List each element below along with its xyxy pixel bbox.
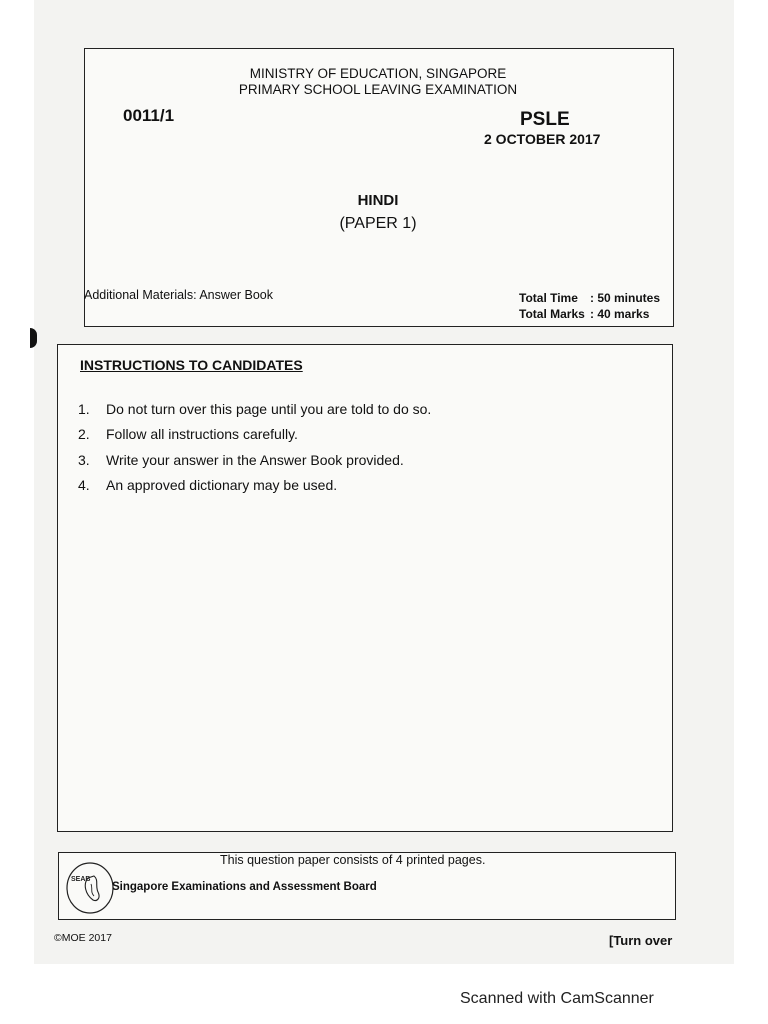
instruction-item xyxy=(78,452,404,468)
instruction-item xyxy=(78,401,431,417)
turn-over: [Turn over xyxy=(609,933,673,948)
pages-note: This question paper consists of 4 printed pages. xyxy=(220,853,486,867)
instruction-text: Write your answer in the Answer Book provided. xyxy=(106,452,404,468)
subject-title: HINDI xyxy=(357,192,399,209)
exam-name: PSLE xyxy=(520,109,570,130)
instruction-number: 4. xyxy=(78,477,90,493)
instruction-item xyxy=(78,426,298,442)
total-marks-label: Total Marks xyxy=(519,307,585,321)
scanner-watermark: Scanned with CamScanner xyxy=(460,990,654,1007)
exam-date: 2 OCTOBER 2017 xyxy=(484,131,601,147)
instruction-number: 1. xyxy=(78,401,90,417)
instructions-title: INSTRUCTIONS TO CANDIDATES xyxy=(80,357,303,373)
total-time-value: : 50 minutes xyxy=(590,291,661,305)
total-time-label: Total Time xyxy=(519,291,578,305)
ministry-heading xyxy=(84,66,672,98)
instruction-number: 2. xyxy=(78,426,90,442)
total-marks-value: : 40 marks xyxy=(590,307,650,321)
paper-number: (PAPER 1) xyxy=(339,215,417,232)
seab-logo-text: SEAB xyxy=(71,876,91,883)
seab-logo-icon xyxy=(63,858,117,916)
instruction-text: Do not turn over this page until you are told to do so. xyxy=(106,401,432,417)
copyright: ©MOE 2017 xyxy=(54,932,112,944)
ministry-line-1: MINISTRY OF EDUCATION, SINGAPORE xyxy=(249,66,507,81)
ministry-line-2: PRIMARY SCHOOL LEAVING EXAMINATION xyxy=(238,82,518,97)
instruction-item xyxy=(78,477,337,493)
instructions-box xyxy=(57,344,673,832)
instruction-number: 3. xyxy=(78,452,90,468)
instruction-text: An approved dictionary may be used. xyxy=(106,477,338,493)
board-name: Singapore Examinations and Assessment Board xyxy=(112,881,377,893)
additional-materials: Additional Materials: Answer Book xyxy=(84,288,273,302)
paper-code: 0011/1 xyxy=(123,106,175,125)
instruction-text: Follow all instructions carefully. xyxy=(106,426,298,442)
